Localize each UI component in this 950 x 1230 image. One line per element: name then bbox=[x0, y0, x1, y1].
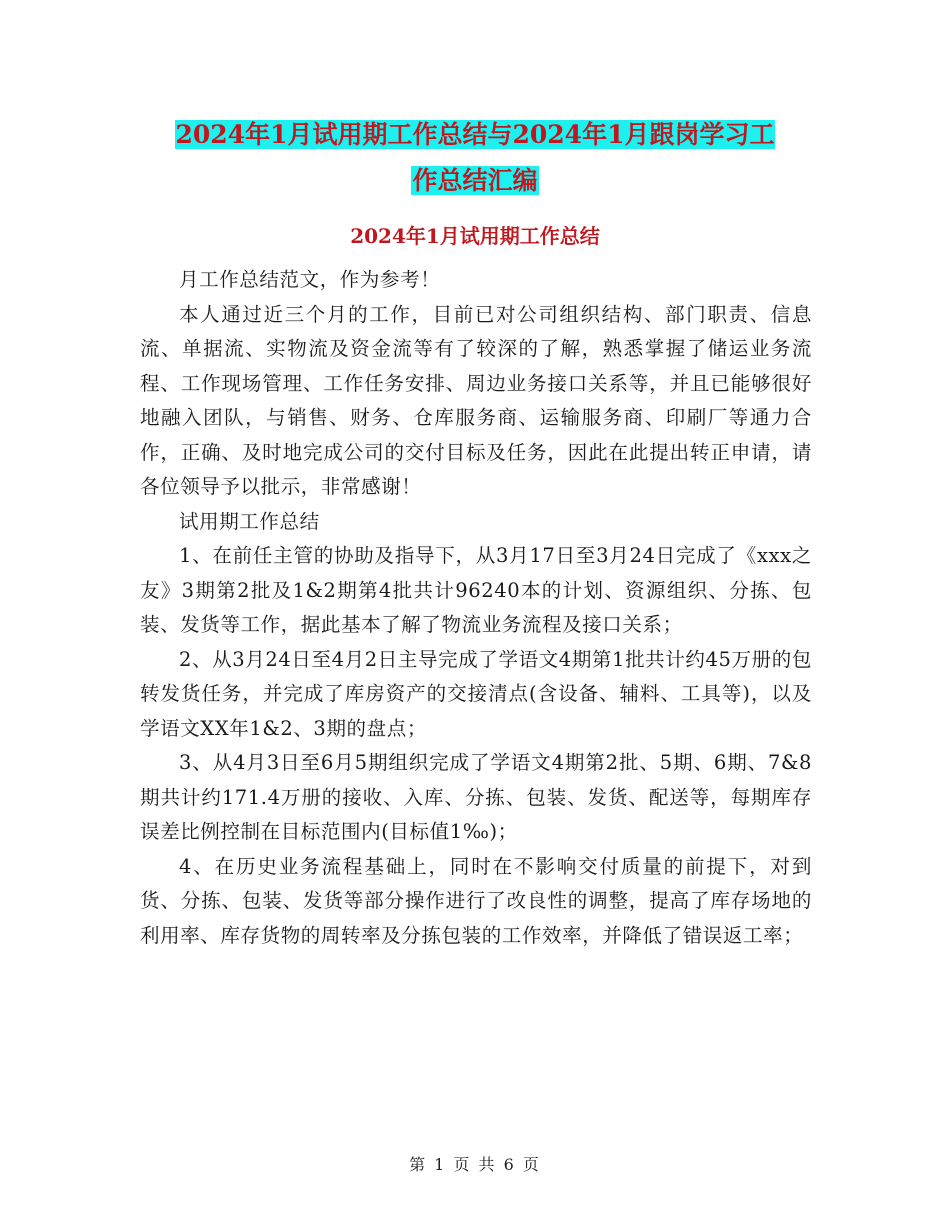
document-title bbox=[140, 112, 810, 204]
paragraph-intro: 月工作总结范文，作为参考！ bbox=[179, 268, 441, 291]
section-title: 2024年1月试用期工作总结 bbox=[350, 224, 600, 248]
paragraph-item-3: 3、从4月3日至6月5期组织完成了学语文4期第2批、5期、6期、7&8期共计约171.4万册的接收、入库、分拣、包装、发货、配送等，每期库存误差比例控制在目标范围内(目标值1‰)； bbox=[140, 751, 812, 843]
document-title-line1: 2024年1月试用期工作总结与2024年1月跟岗学习工 bbox=[175, 120, 775, 149]
paragraph-summary: 本人通过近三个月的工作，目前已对公司组织结构、部门职责、信息流、单据流、实物流及资金流等有了较深的了解，熟悉掌握了储运业务流程、工作现场管理、工作任务安排、周边业务接口关系等，并且已能够很好地融入团队，与销售、财务、仓库服务商、运输服务商、印刷厂等通力合作，正确、及时地完成公司的交付目标及任务，因此在此提出转正申请，请各位领导予以批示，非常感谢！ bbox=[140, 302, 812, 498]
paragraph-item-2: 2、从3月24日至4月2日主导完成了学语文4期第1批共计约45万册的包转发货任务，并完成了库房资产的交接清点(含设备、辅料、工具等)，以及学语文XX年1&2、3期的盘点； bbox=[140, 647, 812, 740]
paragraph-item-1: 1、在前任主管的协助及指导下，从3月17日至3月24日完成了《xxx之友》3期第2批及1&2期第4批共计96240本的计划、资源组织、分拣、包装、发货等工作，据此基本了解了物流业务流程及接口关系； bbox=[140, 544, 812, 636]
paragraph-subheading: 试用期工作总结 bbox=[179, 509, 320, 533]
document-title-line2: 作总结汇编 bbox=[412, 166, 538, 195]
paragraph-item-4: 4、在历史业务流程基础上，同时在不影响交付质量的前提下，对到货、分拣、包装、发货等部分操作进行了改良性的调整，提高了库存场地的利用率、库存货物的周转率及分拣包装的工作效率，并降低了错误返工率； bbox=[140, 854, 812, 947]
document-body bbox=[140, 263, 812, 953]
page-footer: 第 1 页 共 6 页 bbox=[409, 1155, 541, 1174]
